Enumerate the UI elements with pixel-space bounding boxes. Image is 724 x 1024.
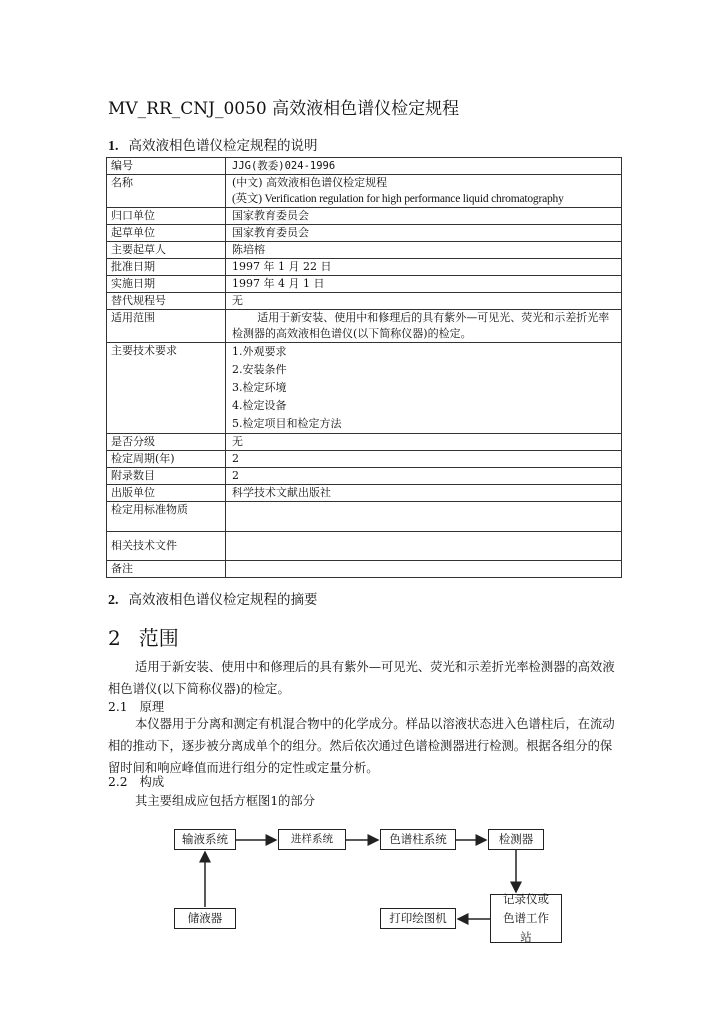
section-2-number: 2. (108, 593, 119, 608)
requirement-item: 2.安装条件 (232, 363, 287, 376)
requirement-item: 1.外观要求 (232, 345, 287, 358)
scope-number: 2 (108, 626, 121, 650)
row-label: 是否分级 (107, 434, 226, 451)
row-label: 替代规程号 (107, 293, 226, 310)
row-value: 2 (226, 468, 622, 485)
principle-number: 2.1 (108, 700, 128, 714)
box-injection-system: 进样系统 (278, 829, 346, 850)
row-label: 主要技术要求 (107, 343, 226, 434)
row-value: JJG(教委)024-1996 (226, 158, 622, 175)
row-label: 适用范围 (107, 310, 226, 343)
row-label: 名称 (107, 175, 226, 208)
box-column-system: 色谱柱系统 (380, 829, 456, 850)
name-english: (英文) Verification regulation for high performance liquid chromatography (232, 193, 564, 205)
row-label: 编号 (107, 158, 226, 175)
row-label: 附录数目 (107, 468, 226, 485)
principle-paragraph: 本仪器用于分离和测定有机混合物中的化学成分。样品以溶液状态进入色谱柱后，在流动相的推动下，逐步被分离成单个的组分。然后依次通过色谱检测器进行检测。根据各组分的保留时间和响应峰值而进行组分的定性或定量分析。 (108, 717, 615, 775)
box-detector: 检测器 (488, 829, 544, 850)
composition-paragraph: 其主要组成应包括方框图1的部分 (135, 794, 316, 808)
row-value: 1997 年 4 月 1 日 (226, 276, 622, 293)
principle-title: 原理 (139, 700, 165, 714)
row-label: 检定周期(年) (107, 451, 226, 468)
row-value: 国家教育委员会 (226, 208, 622, 225)
row-value: 2 (226, 451, 622, 468)
section-2-title: 高效液相色谱仪检定规程的摘要 (128, 592, 318, 608)
section-1-title: 高效液相色谱仪检定规程的说明 (128, 138, 318, 154)
row-label: 出版单位 (107, 485, 226, 502)
row-label: 起草单位 (107, 225, 226, 242)
row-label: 主要起草人 (107, 242, 226, 259)
row-value: 1997 年 1 月 22 日 (226, 259, 622, 276)
box-printer-plotter: 打印绘图机 (380, 908, 456, 929)
box-reservoir: 储液器 (174, 908, 236, 929)
row-label: 实施日期 (107, 276, 226, 293)
row-value: 陈培榕 (226, 242, 622, 259)
scope-paragraph: 适用于新安装、使用中和修理后的具有紫外—可见光、荧光和示差折光率检测器的高效液相色谱仪(以下简称仪器)的检定。 (108, 660, 615, 696)
section-1-number: 1. (108, 139, 119, 154)
composition-title: 构成 (139, 775, 165, 789)
row-label: 检定用标准物质 (107, 502, 226, 532)
box-infusion-system: 输液系统 (174, 829, 236, 850)
row-value: 科学技术文献出版社 (226, 485, 622, 502)
row-value: 无 (226, 293, 622, 310)
row-label: 归口单位 (107, 208, 226, 225)
row-value: 无 (226, 434, 622, 451)
requirement-item: 5.检定项目和检定方法 (232, 417, 342, 430)
box-recorder-workstation: 记录仪或色谱工作站 (490, 894, 562, 943)
requirement-item: 3.检定环境 (232, 381, 287, 394)
row-label: 备注 (107, 561, 226, 578)
composition-number: 2.2 (108, 775, 128, 789)
row-label: 批准日期 (107, 259, 226, 276)
row-value: 适用于新安装、使用中和修理后的具有紫外—可见光、荧光和示差折光率检测器的高效液相色谱仪(以下简称仪器)的检定。 (226, 310, 622, 343)
page-title: MV_RR_CNJ_0050 高效液相色谱仪检定规程 (108, 99, 460, 119)
row-value: 国家教育委员会 (226, 225, 622, 242)
row-label: 相关技术文件 (107, 532, 226, 561)
scope-title: 范围 (138, 626, 179, 650)
name-chinese: (中文) 高效液相色谱仪检定规程 (232, 176, 388, 189)
requirement-item: 4.检定设备 (232, 399, 287, 412)
